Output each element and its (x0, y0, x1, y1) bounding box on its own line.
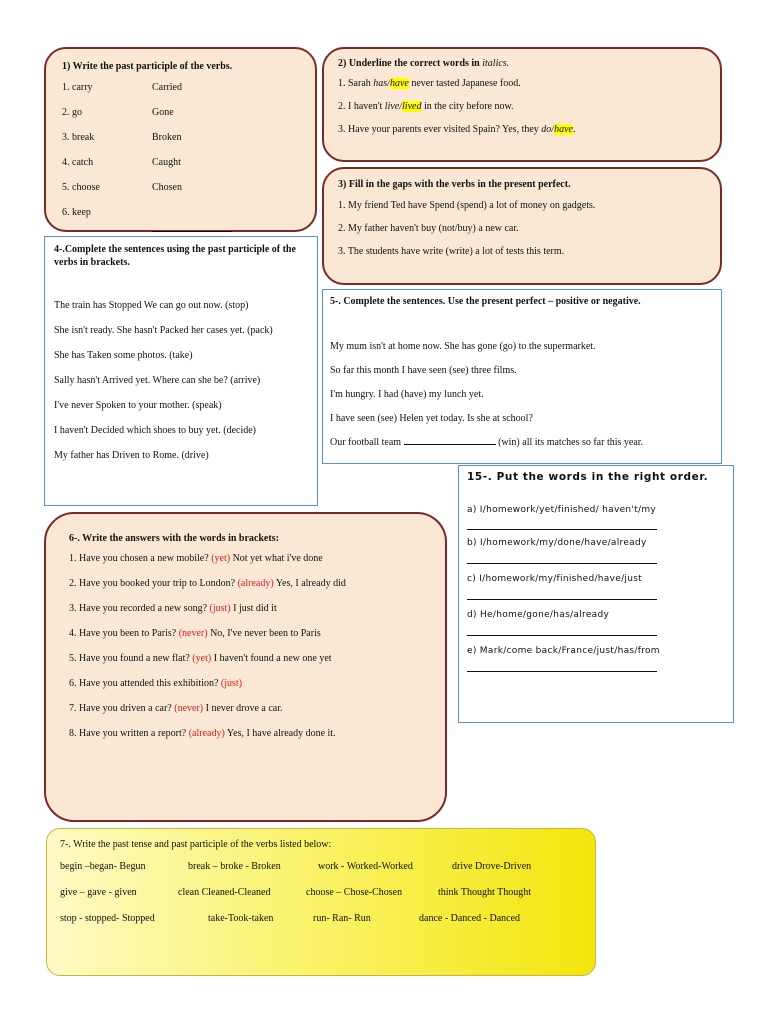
ex1-answer: Caught (152, 157, 181, 168)
ex5-line: Our football team (win) all its matches so far this year. (330, 437, 644, 448)
ex1-answer: Carried (152, 82, 182, 93)
ex6-item: 8. Have you written a report? (already) Yes, I have already done it. (69, 728, 336, 739)
ex7-verb-forms: break – broke - Broken (188, 861, 281, 872)
ex1-verb: 4. catch (62, 157, 94, 168)
ex7-row (60, 887, 582, 913)
ex7-row (60, 913, 582, 939)
ex7-verb-forms: stop - stopped- Stopped (60, 913, 155, 924)
ex1-verb: 3. break (62, 132, 95, 143)
ex6-item: 6. Have you attended this exhibition? (just) (69, 678, 243, 689)
ex7-verb-forms: run- Ran- Run (313, 913, 371, 924)
exercise-6-box (44, 512, 447, 822)
ex6-item: 3. Have you recorded a new song? (just) I just did it (69, 603, 277, 614)
ex2-title-text: 2) Underline the correct words in (338, 58, 480, 69)
ex1-verb: 5. choose (62, 182, 100, 193)
ex7-row (60, 861, 582, 887)
ex2-option[interactable]: do (541, 124, 552, 135)
ex1-verb: 1. carry (62, 82, 93, 93)
exercise-15-box (458, 465, 734, 723)
ex6-keyword: (just) (209, 603, 231, 614)
ex5-line: So far this month I have seen (see) three films. (330, 365, 517, 376)
ex6-answer[interactable]: Yes, I have already done it. (224, 728, 336, 739)
exercise-4-box (44, 236, 318, 506)
exercise-4-title: 4-.Complete the sentences using the past participle of the verbs in brackets. (54, 244, 296, 268)
ex1-answer: Broken (152, 132, 182, 143)
exercise-2-box (322, 47, 722, 162)
ex1-row (62, 157, 299, 182)
ex6-keyword: (never) (178, 628, 208, 639)
ex6-keyword: (yet) (192, 653, 212, 664)
ex1-answer: Chosen (152, 182, 182, 193)
ex3-line: 1. My friend Ted have Spend (spend) a lot of money on gadgets. (338, 200, 596, 211)
ex5-answer-blank[interactable] (404, 444, 496, 445)
ex7-verb-forms: work - Worked-Worked (318, 861, 413, 872)
ex1-row (62, 82, 299, 107)
ex7-verb-forms: think Thought Thought (438, 887, 531, 898)
ex6-item: 5. Have you found a new flat? (yet) I haven't found a new one yet (69, 653, 332, 664)
exercise-7-title: 7-. Write the past tense and past participle of the verbs listed below: (60, 839, 332, 850)
ex15-item: b) I/homework/my/done/have/already (467, 538, 647, 548)
exercise-5-title: 5-. Complete the sentences. Use the present perfect – positive or negative. (330, 296, 641, 307)
ex6-keyword: (never) (174, 703, 204, 714)
ex15-item: c) I/homework/my/finished/have/just (467, 574, 643, 584)
ex15-answer-line[interactable] (467, 529, 657, 530)
ex6-keyword: (already) (188, 728, 225, 739)
ex15-answer-line[interactable] (467, 599, 657, 600)
ex6-answer[interactable]: I just did it (230, 603, 277, 614)
ex7-verb-forms: drive Drove-Driven (452, 861, 532, 872)
ex2-option-selected[interactable]: have (389, 78, 409, 89)
ex3-line: 2. My father haven't buy (not/buy) a new car. (338, 223, 519, 234)
exercise-3-box (322, 167, 722, 285)
ex2-sentence: 3. Have your parents ever visited Spain? Yes, they do/have. (338, 124, 576, 135)
ex15-answer-line[interactable] (467, 563, 657, 564)
ex1-row (62, 132, 299, 157)
exercise-1-title: 1) Write the past participle of the verbs. (62, 61, 233, 72)
ex6-item: 7. Have you driven a car? (never) I never drove a car. (69, 703, 283, 714)
ex5-line: I'm hungry. I had (have) my lunch yet. (330, 389, 484, 400)
ex6-item: 2. Have you booked your trip to London? (already) Yes, I already did (69, 578, 346, 589)
exercise-7-box (46, 828, 596, 976)
ex2-option-selected[interactable]: lived (402, 101, 422, 112)
ex6-answer[interactable]: No, I've never been to Paris (207, 628, 321, 639)
ex6-answer[interactable]: Not yet what i've done (230, 553, 323, 564)
ex7-verb-forms: dance - Danced - Danced (419, 913, 521, 924)
ex6-item: 4. Have you been to Paris? (never) No, I've never been to Paris (69, 628, 321, 639)
exercise-6-title: 6-. Write the answers with the words in brackets: (69, 533, 279, 544)
ex2-option[interactable]: live (384, 101, 400, 112)
ex6-answer[interactable]: I never drove a car. (203, 703, 283, 714)
ex3-line: 3. The students have write (write) a lot of tests this term. (338, 246, 565, 257)
ex2-sentence: 2. I haven't live/lived in the city before now. (338, 101, 514, 112)
ex15-answer-line[interactable] (467, 635, 657, 636)
exercise-3-title: 3) Fill in the gaps with the verbs in the present perfect. (338, 179, 571, 190)
exercise-1-box (44, 47, 317, 232)
ex15-answer-line[interactable] (467, 671, 657, 672)
ex7-verb-forms: give – gave - given (60, 887, 137, 898)
ex2-sentence: 1. Sarah has/have never tasted Japanese food. (338, 78, 521, 89)
ex4-line: I've never Spoken to your mother. (speak) (54, 400, 222, 411)
ex2-option-selected[interactable]: have (554, 124, 573, 135)
ex1-verb: 6. keep (62, 207, 91, 218)
ex4-line: I haven't Decided which shoes to buy yet. (decide) (54, 425, 257, 436)
ex7-verb-forms: choose – Chose-Chosen (306, 887, 403, 898)
ex7-verb-forms: begin –began- Begun (60, 861, 146, 872)
ex4-line: She has Taken some photos. (take) (54, 350, 193, 361)
ex6-item: 1. Have you chosen a new mobile? (yet) Not yet what i've done (69, 553, 323, 564)
exercise-2-title (338, 58, 706, 69)
ex1-answer-blank[interactable] (152, 207, 232, 232)
ex15-item: e) Mark/come back/France/just/has/from (467, 646, 660, 656)
ex6-answer[interactable]: Yes, I already did (273, 578, 346, 589)
ex4-line: Sally hasn't Arrived yet. Where can she be? (arrive) (54, 375, 261, 386)
exercise-15-title: 15-. Put the words in the right order. (467, 471, 709, 483)
ex15-item: d) He/home/gone/has/already (467, 610, 610, 620)
ex1-row (62, 107, 299, 132)
ex6-keyword: (yet) (211, 553, 231, 564)
ex2-option[interactable]: has (373, 78, 388, 89)
ex5-line: My mum isn't at home now. She has gone (go) to the supermarket. (330, 341, 596, 352)
ex1-row (62, 182, 299, 207)
ex6-keyword: (just) (220, 678, 243, 689)
ex6-answer[interactable]: I haven't found a new one yet (211, 653, 332, 664)
ex4-line: My father has Driven to Rome. (drive) (54, 450, 209, 461)
ex4-line: The train has Stopped We can go out now. (stop) (54, 300, 249, 311)
ex7-verb-forms: take-Took-taken (208, 913, 274, 924)
ex4-line: She isn't ready. She hasn't Packed her cases yet. (pack) (54, 325, 273, 336)
ex15-item: a) I/homework/yet/finished/ haven't/my (467, 505, 657, 515)
ex1-row (62, 207, 299, 232)
ex5-line: I have seen (see) Helen yet today. Is she at school? (330, 413, 533, 424)
ex1-verb: 2. go (62, 107, 82, 118)
exercise-5-box (322, 289, 722, 464)
ex2-title-italic: italics. (482, 58, 510, 69)
ex6-keyword: (already) (237, 578, 274, 589)
ex7-verb-forms: clean Cleaned-Cleaned (178, 887, 271, 898)
ex1-answer: Gone (152, 107, 174, 118)
